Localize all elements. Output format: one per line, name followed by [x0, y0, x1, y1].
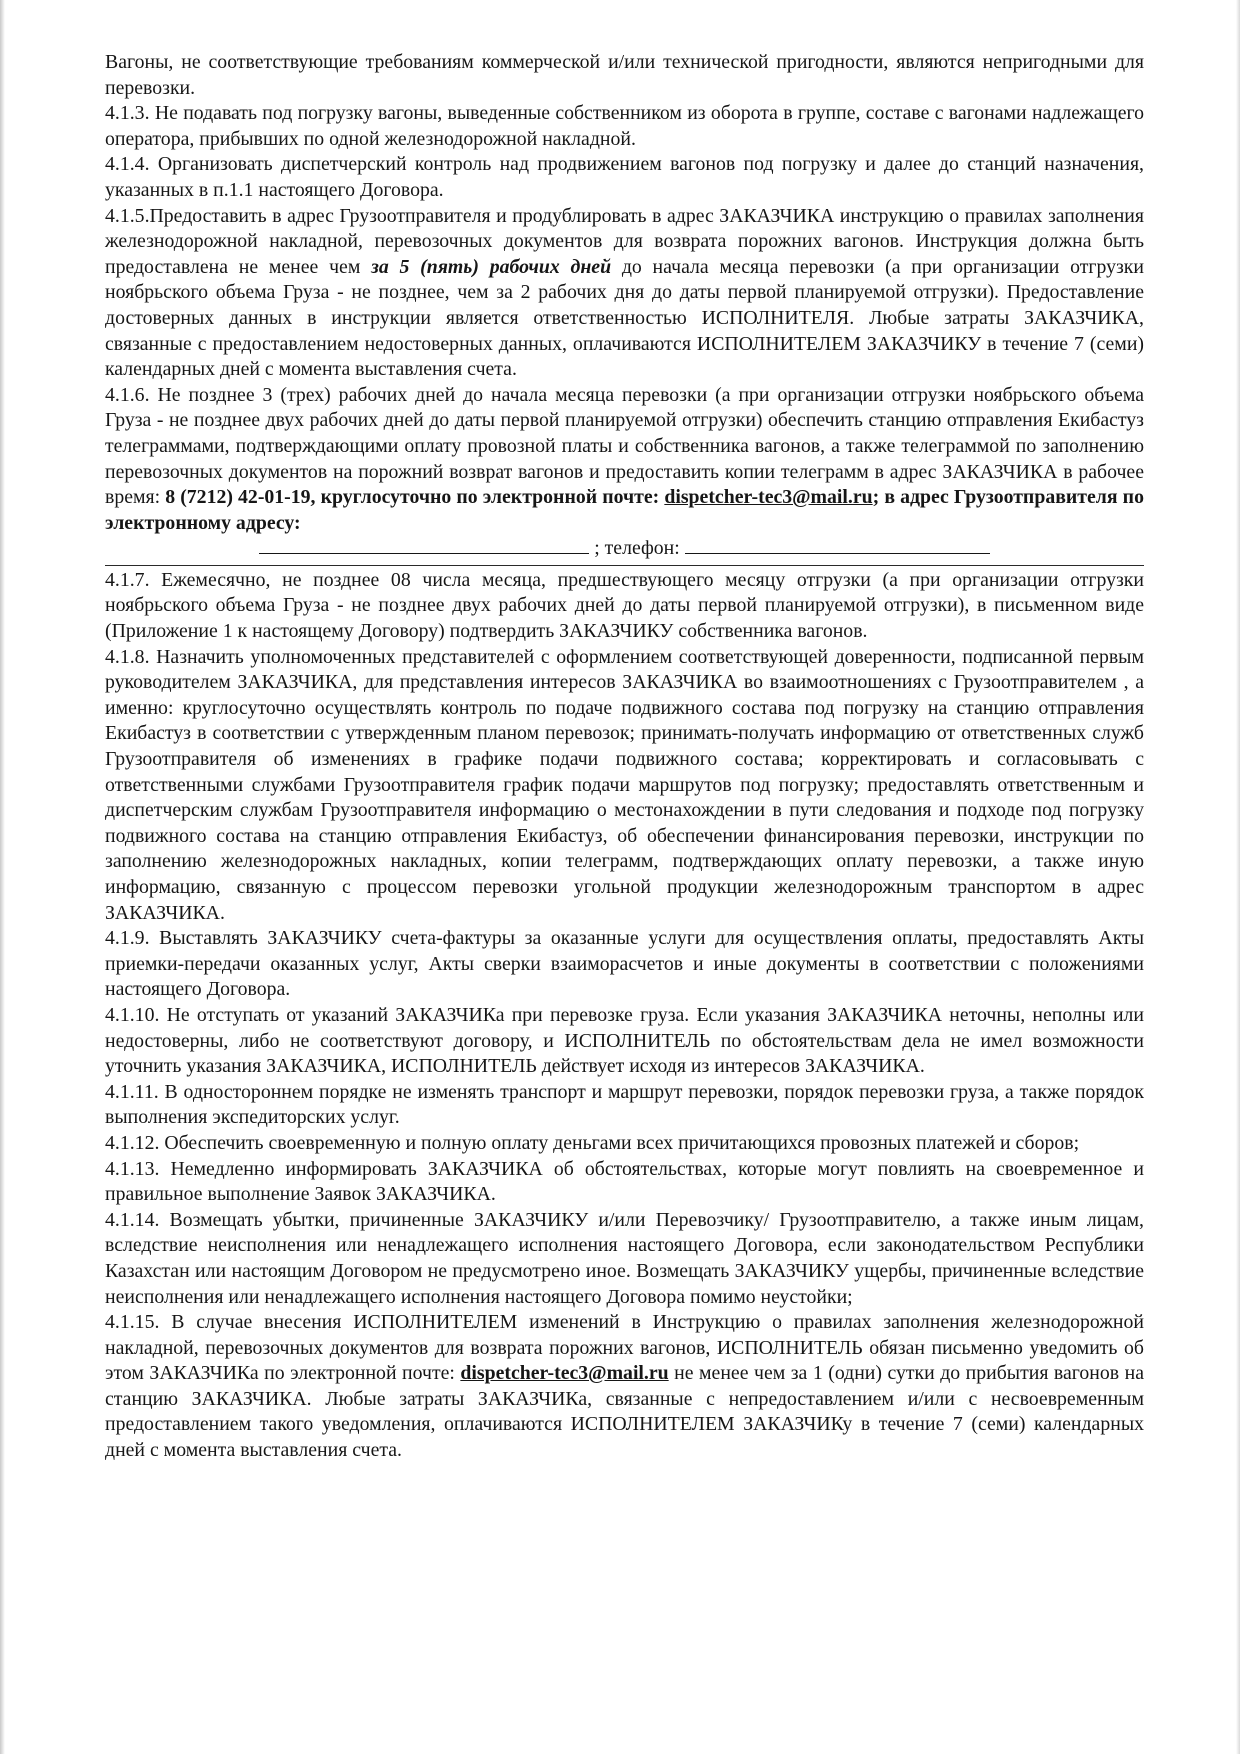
paragraph-4-1-5-text-a: 4.1.5.Предоставить в адрес Грузоотправителя и продублировать в адрес ЗАКАЗЧИКА инструкцию о правилах заполнения железнодорожной накладной, перевозочных документов для возврата порожних вагонов. Инструкция должна быть предоставлена не менее чем — [105, 204, 1144, 278]
divider-line — [105, 565, 1144, 566]
paragraph-4-1-15 — [105, 1310, 1144, 1464]
paragraph-4-1-9: 4.1.9. Выставлять ЗАКАЗЧИКУ счета-фактуры за оказанные услуги для осуществления оплаты, предоставлять Акты приемки-передачи оказанных услуг, Акты сверки взаиморасчетов и иные документы в соответствии с положениями настоящего Договора. — [105, 927, 1144, 1001]
paragraph-intro: Вагоны, не соответствующие требованиям коммерческой и/или технической пригодности, являются непригодными для перевозки. — [105, 51, 1144, 99]
consignor-email-blank[interactable] — [259, 536, 589, 554]
paragraph-4-1-11: 4.1.11. В одностороннем порядке не изменять транспорт и маршрут перевозки, порядок перевозки груза, а также порядок выполнения экспедиторских услуг. — [105, 1080, 1144, 1129]
paragraph-4-1-3: 4.1.3. Не подавать под погрузку вагоны, выведенные собственником из оборота в группе, составе с вагонами надлежащего оператора, прибывших по одной железнодорожной накладной. — [105, 102, 1144, 150]
scan-edge-right — [1236, 0, 1240, 1754]
paragraph-4-1-8: 4.1.8. Назначить уполномоченных представителей с оформлением соответствующей доверенности, подписанной первым руководителем ЗАКАЗЧИКА, для представления интересов ЗАКАЗЧИКА во взаимоотношениях с Грузоотправителем , а именно: круглосуточно осуществлять контроль по подаче подвижного состава под погрузку на станцию отправления Екибастуз в соответствии с утвержденным планом перевозок; принимать-получать информацию от ответственных служб Грузоотправителя об изменениях в графике подачи подвижного состава; корректировать и согласовывать с ответственными службами Грузоотправителя график подачи маршрутов под погрузку; предоставлять ответственным и диспетчерским службам Грузоотправителя информацию о местонахождении в пути следования и подходе под погрузку подвижного состава на станцию отправления Екибастуз, об обеспечении финансирования перевозки, инструкции по заполнению железнодорожных накладных, копии телеграмм, подтверждающих оплату перевозки, а также иную информацию, связанную с процессом перевозки угольной продукции железнодорожным транспортом в адрес ЗАКАЗЧИКА. — [105, 645, 1144, 924]
scan-edge-left — [0, 0, 5, 1754]
paragraph-4-1-6-text: 4.1.6. Не позднее 3 (трех) рабочих дней до начала месяца перевозки (а при организации отгрузки ноябрьского объема Груза - не позднее двух рабочих дней до даты первой планируемой отгрузки) обеспечить станцию отправления Екибастуз телеграммами, подтверждающими оплату провозной платы и собственника вагонов, а также телеграммой по заполнению перевозочных документов на порожний возврат вагонов и предоставить копии телеграмм в адрес ЗАКАЗЧИКА в рабочее время: — [105, 383, 1144, 509]
paragraph-4-1-6 — [105, 383, 1144, 562]
paragraph-4-1-7: 4.1.7. Ежемесячно, не позднее 08 числа месяца, предшествующего месяцу отгрузки (а при организации отгрузки ноябрьского объема Груза - не позднее двух рабочих дней до даты первой планируемой отгрузки), в письменном виде (Приложение 1 к настоящему Договору) подтвердить ЗАКАЗЧИКУ собственника вагонов. — [105, 568, 1144, 643]
email-link-2[interactable]: dispetcher-tec3@mail.ru — [460, 1362, 669, 1385]
paragraph-4-1-13: 4.1.13. Немедленно информировать ЗАКАЗЧИКА об обстоятельствах, которые могут повлиять на своевременное и правильное выполнение Заявок ЗАКАЗЧИКА. — [105, 1157, 1144, 1206]
consignor-address-text: ; в адрес Грузоотправителя по электронному адресу: — [105, 486, 1144, 534]
phone-label: ; телефон: — [594, 537, 680, 560]
paragraph-4-1-5 — [105, 204, 1144, 383]
paragraph-4-1-12: 4.1.12. Обеспечить своевременную и полную оплату деньгами всех причитающихся провозных платежей и сборов; — [105, 1131, 1080, 1154]
paragraph-4-1-5-text-b: до начала месяца перевозки (а при организации отгрузки ноябрьского объема Груза - не позднее, чем за 2 рабочих дня до даты первой планируемой отгрузки). Предоставление достоверных данных в инструкции является ответственностью ИСПОЛНИТЕЛЯ. Любые затраты ЗАКАЗЧИКА, связанные с предоставлением недостоверных данных, оплачиваются ИСПОЛНИТЕЛЕМ ЗАКАЗЧИКУ в течение 7 (семи) календарных дней с момента выставления счета. — [105, 255, 1144, 381]
contact-phone-text: 8 (7212) 42-01-19, круглосуточно по электронной почте: — [165, 486, 665, 509]
paragraph-4-1-4: 4.1.4. Организовать диспетчерский контроль над продвижением вагонов под погрузку и далее до станций назначения, указанных в п.1.1 настоящего Договора. — [105, 153, 1144, 201]
email-link[interactable]: dispetcher-tec3@mail.ru — [664, 486, 873, 509]
paragraph-4-1-14: 4.1.14. Возмещать убытки, причиненные ЗАКАЗЧИКУ и/или Перевозчику/ Грузоотправителю, а также иным лицам, вследствие неисполнения или ненадлежащего исполнения настоящего Договора, если законодательством Республики Казахстан или настоящим Договором не предусмотрено иное. Возмещать ЗАКАЗЧИКУ ущербы, причиненные вследствие неисполнения или ненадлежащего исполнения настоящего Договора помимо неустойки; — [105, 1208, 1144, 1308]
consignor-phone-blank[interactable] — [685, 536, 990, 554]
paragraph-4-1-15-text-b: не менее чем за 1 (одни) сутки до прибытия вагонов на станцию ЗАКАЗЧИКА. Любые затраты ЗАКАЗЧИКа, связанные с непредоставлением и/или с несвоевременным предоставлением такого уведомления, оплачиваются ИСПОЛНИТЕЛЕМ ЗАКАЗЧИКу в течение 7 (семи) календарных дней с момента выставления счета. — [105, 1362, 1144, 1462]
paragraph-4-1-5-deadline: за 5 (пять) рабочих дней — [371, 255, 612, 278]
paragraph-4-1-15-text-a: 4.1.15. В случае внесения ИСПОЛНИТЕЛЕМ изменений в Инструкцию о правилах заполнения железнодорожной накладной, перевозочных документов для возврата порожних вагонов, ИСПОЛНИТЕЛЬ обязан письменно уведомить об этом ЗАКАЗЧИКа по электронной почте: — [105, 1311, 1144, 1385]
fill-in-line — [105, 536, 1144, 562]
paragraph-4-1-10: 4.1.10. Не отступать от указаний ЗАКАЗЧИКа при перевозке груза. Если указания ЗАКАЗЧИКА неточны, неполны или недостоверны, либо не соответствуют договору, и ИСПОЛНИТЕЛЬ по обстоятельствам дела не имел возможности уточнить указания ЗАКАЗЧИКА, ИСПОЛНИТЕЛЬ действует исходя из интересов ЗАКАЗЧИКА. — [105, 1003, 1144, 1078]
